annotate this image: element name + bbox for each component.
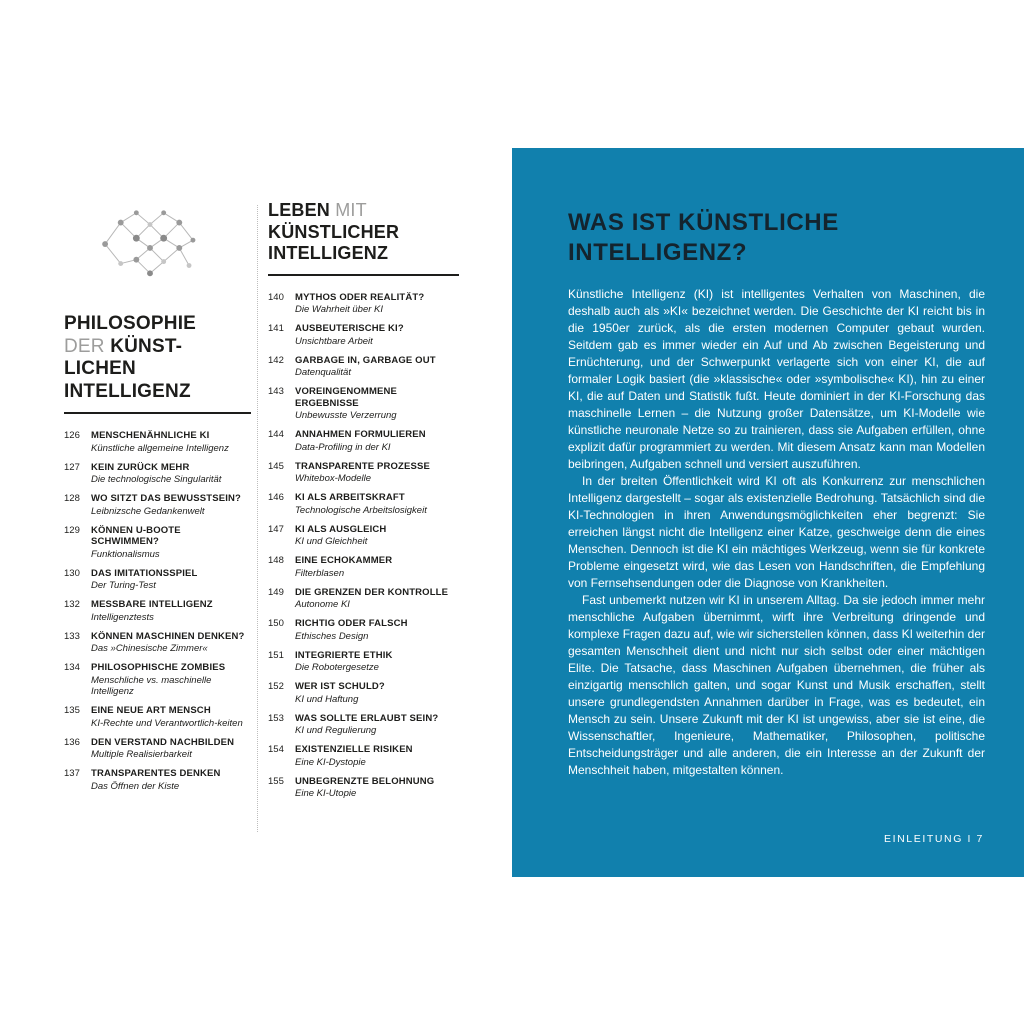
toc-dotted-divider xyxy=(257,205,258,832)
toc-entry xyxy=(64,768,251,792)
toc-entry-title: DEN VERSTAND NACHBILDEN xyxy=(91,736,235,748)
toc-entry xyxy=(268,323,459,347)
toc-entries-left xyxy=(64,430,251,792)
toc-entry xyxy=(268,524,459,548)
page-footer: EINLEITUNG I 7 xyxy=(883,833,984,845)
heading-word-light: MIT xyxy=(335,200,367,220)
toc-entry-page-number: 143 xyxy=(268,386,284,397)
toc-entry xyxy=(268,386,459,422)
toc-entry-subtitle: Funktionalismus xyxy=(91,548,160,560)
toc-entry-page-number: 129 xyxy=(64,524,80,536)
toc-entry-page-number: 146 xyxy=(268,492,284,503)
toc-entry-title: KÖNNEN MASCHINEN DENKEN? xyxy=(91,630,245,642)
toc-entry-subtitle: Intelligenztests xyxy=(91,611,154,623)
toc-entry-page-number: 151 xyxy=(268,649,284,661)
toc-entry-page-number: 152 xyxy=(268,681,284,692)
toc-entry-title: WER IST SCHULD? xyxy=(295,681,385,692)
toc-entry-title: KI ALS ARBEITSKRAFT xyxy=(295,492,405,503)
toc-entry-subtitle: Eine KI-Dystopie xyxy=(295,756,366,768)
intro-title: WAS IST KÜNSTLICHE INTELLIGENZ? xyxy=(568,209,839,266)
toc-entry xyxy=(268,681,459,705)
toc-entry-page-number: 127 xyxy=(64,461,80,473)
toc-entry xyxy=(268,650,459,674)
toc-entry-subtitle: Technologische Arbeitslosigkeit xyxy=(295,504,427,516)
toc-entry-title: MESSBARE INTELLIGENZ xyxy=(91,599,213,610)
heading-rule xyxy=(268,274,459,276)
toc-entry xyxy=(268,461,459,485)
toc-entry-subtitle: Leibnizsche Gedankenwelt xyxy=(91,505,205,517)
toc-entry-title: EINE NEUE ART MENSCH xyxy=(91,705,211,716)
toc-entry-title: TRANSPARENTE PROZESSE xyxy=(295,460,430,472)
toc-entry xyxy=(64,737,251,761)
toc-entry-subtitle: KI-Rechte und Verantwortlich-keiten xyxy=(91,717,243,729)
toc-entry-subtitle: KI und Haftung xyxy=(295,693,359,705)
toc-entry-subtitle: Das »Chinesische Zimmer« xyxy=(91,643,208,654)
heading-word: LICHEN xyxy=(64,358,136,379)
toc-entry-title: PHILOSOPHISCHE ZOMBIES xyxy=(91,662,226,673)
intro-body xyxy=(568,286,985,779)
toc-entry-subtitle: Menschliche vs. maschinelle Intelligenz xyxy=(91,674,212,697)
toc-entry xyxy=(64,599,251,623)
toc-entry-subtitle: Unbewusste Verzerrung xyxy=(295,410,397,421)
toc-entry-subtitle: Der Turing-Test xyxy=(91,580,156,591)
toc-entry-subtitle: Ethisches Design xyxy=(295,630,369,642)
toc-entry xyxy=(64,631,251,655)
toc-entry xyxy=(64,462,251,486)
toc-entry-page-number: 133 xyxy=(64,630,80,642)
toc-entry xyxy=(64,662,251,698)
heading-word: LEBEN xyxy=(268,200,331,220)
toc-entry-subtitle: Das Öffnen der Kiste xyxy=(91,780,180,792)
heading-word: KÜNSTLICHER xyxy=(268,221,400,242)
intro-paragraph: Fast unbemerkt nutzen wir KI in unserem Alltag. Da sie jedoch immer mehr menschliche Aufgaben übernimmt, wirft ihre Verbreitung dringende und komplexe Fragen dazu auf, wie wir sicherstellen können, dass KI weiterhin der gesamten Menschheit dient und nicht nur sich selbst oder einer mächtigen Elite. Die Tatsache, dass Maschinen Aufgaben übernehmen, die früher als einzigartig menschlich galten, und sogar Kunst und Musik erschaffen, stellt unsere grundlegendsten Annahmen darüber in Frage, was es bedeutet, ein Mensch zu sein. Unsere Zukunft mit der KI ist ungewiss, aber sie ist eine, die Wissenschaftler, Ingenieure, Mathematiker, Philosophen, politische Entscheidungsträger und alle anderen, die ein Interesse an der Zukunft der Menschheit haben, mitgestalten können. xyxy=(568,593,985,777)
toc-entry xyxy=(64,430,251,454)
toc-entry-title: DAS IMITATIONSSPIEL xyxy=(91,567,198,579)
section-heading-philosophie xyxy=(64,313,251,403)
toc-entry xyxy=(268,776,459,800)
toc-entry-title: AUSBEUTERISCHE KI? xyxy=(295,323,404,334)
toc-entry-subtitle: Multiple Realisierbarkeit xyxy=(91,749,192,760)
toc-entry xyxy=(64,705,251,729)
toc-entry-page-number: 147 xyxy=(268,523,284,535)
heading-word: INTELLIGENZ xyxy=(268,243,389,263)
toc-entry-title: KEIN ZURÜCK MEHR xyxy=(91,461,190,473)
toc-entry-title: KI ALS AUSGLEICH xyxy=(295,523,387,535)
toc-entry-title: WO SITZT DAS BEWUSSTSEIN? xyxy=(91,493,241,504)
toc-entry xyxy=(64,525,251,561)
heading-rule xyxy=(64,412,251,414)
toc-entry-page-number: 141 xyxy=(268,323,284,334)
toc-entry-title: RICHTIG ODER FALSCH xyxy=(295,618,408,629)
toc-entry-subtitle: Filterblasen xyxy=(295,567,345,579)
toc-entry-subtitle: Eine KI-Utopie xyxy=(295,788,357,799)
intro-paragraph: In der breiten Öffentlichkeit wird KI oft als Konkurrenz zur menschlichen Intelligenz dargestellt – sogar als existenzielle Bedrohung. Tatsächlich sind die KI-Technologien in ihren Anwendungsmöglichkeiten eher begrenzt: Sie erreichen längst nicht die Intelligenz einer Katze, geschweige denn die eines Menschen. Dennoch ist die KI ein mächtiges Werkzeug, wenn sie für konkrete Probleme eingesetzt wird, wie das Lesen von Handschriften, die Empfehlung von Fernsehsendungen oder die Diagnose von Krankheiten. xyxy=(568,474,985,590)
toc-entry-page-number: 145 xyxy=(268,460,284,472)
toc-entry-subtitle: KI und Regulierung xyxy=(295,725,377,736)
toc-entry-subtitle: Whitebox-Modelle xyxy=(295,473,372,484)
toc-entry-subtitle: Die technologische Singularität xyxy=(91,474,222,485)
section-heading-leben xyxy=(268,200,459,265)
toc-entry-title: TRANSPARENTES DENKEN xyxy=(91,768,221,779)
toc-entry-subtitle: Autonome KI xyxy=(295,599,350,610)
toc-entry-page-number: 148 xyxy=(268,555,284,566)
toc-entry xyxy=(268,744,459,768)
toc-entry-page-number: 155 xyxy=(268,775,284,787)
toc-entry-title: EINE ECHOKAMMER xyxy=(295,555,393,566)
toc-entry-title: ANNAHMEN FORMULIEREN xyxy=(295,429,426,440)
toc-entry-title: MYTHOS ODER REALITÄT? xyxy=(295,291,425,303)
toc-entry-page-number: 135 xyxy=(64,705,80,716)
toc-entry-page-number: 126 xyxy=(64,430,80,441)
toc-entry xyxy=(268,618,459,642)
toc-entry-page-number: 132 xyxy=(64,599,80,610)
toc-entry-subtitle: Die Robotergesetze xyxy=(295,662,379,673)
heading-word: KÜNST- xyxy=(110,335,183,357)
toc-entry-subtitle: Data-Profiling in der KI xyxy=(295,441,391,453)
toc-entry xyxy=(64,568,251,592)
toc-entry-subtitle: Künstliche allgemeine Intelligenz xyxy=(91,442,229,454)
toc-entry xyxy=(268,292,459,316)
toc-entry-page-number: 140 xyxy=(268,291,284,303)
toc-entry-title: WAS SOLLTE ERLAUBT SEIN? xyxy=(295,712,439,724)
toc-entry xyxy=(268,713,459,737)
toc-entry-subtitle: Die Wahrheit über KI xyxy=(295,304,384,315)
toc-entry-title: MENSCHENÄHNLICHE KI xyxy=(91,430,210,441)
toc-entry-title: KÖNNEN U-BOOTE SCHWIMMEN? xyxy=(91,524,181,547)
toc-entry-page-number: 134 xyxy=(64,662,80,673)
heading-word: PHILOSOPHIE xyxy=(64,313,197,334)
intro-paragraph: Künstliche Intelligenz (KI) ist intelligentes Verhalten von Maschinen, die deshalb auch als »KI« bezeichnet werden. Die Geschichte der KI reicht bis in die 1950er zurück, als die ersten modernen Computer gebaut wurden. Seitdem gab es immer wieder ein Auf und Ab zwischen Begeisterung und Ernüchterung, und der Schwerpunkt verlagerte sich von einer KI, die auf formaler Logik basiert (die »klassische« oder »symbolische« KI), hin zu einer KI, die auf Daten und Statistik fußt. Heute dominiert in der KI-Forschung das maschinelle Lernen – die Nutzung großer Datensätze, um KI-Modelle wie künstliche neuronale Netze so zu trainieren, dass sie Aufgaben erfüllen, ohne explizit dafür programmiert zu werden. Mit diesem Ansatz kann man Modellen beibringen, Aufgaben schnell und versiert auszuführen. xyxy=(568,287,985,471)
toc-entry-title: EXISTENZIELLE RISIKEN xyxy=(295,744,413,755)
toc-entry xyxy=(268,587,459,611)
intro-panel xyxy=(512,148,1024,877)
toc-entry-page-number: 130 xyxy=(64,567,80,579)
toc-entry-subtitle: Datenqualität xyxy=(295,367,351,378)
toc-entry-page-number: 142 xyxy=(268,354,284,366)
toc-entry-page-number: 154 xyxy=(268,744,284,755)
toc-entry-subtitle: Unsichtbare Arbeit xyxy=(295,335,373,347)
toc-entry-title: DIE GRENZEN DER KONTROLLE xyxy=(295,586,449,598)
heading-word-light: DER xyxy=(64,335,105,357)
toc-entry xyxy=(268,555,459,579)
network-graph-icon xyxy=(90,205,210,287)
toc-entries-middle xyxy=(268,292,459,800)
toc-entry-page-number: 149 xyxy=(268,586,284,598)
toc-entry xyxy=(268,355,459,379)
heading-word: INTELLIGENZ xyxy=(64,380,191,402)
toc-entry-page-number: 136 xyxy=(64,736,80,748)
toc-entry-title: GARBAGE IN, GARBAGE OUT xyxy=(295,354,436,366)
toc-entry xyxy=(64,493,251,517)
toc-entry xyxy=(268,492,459,516)
toc-entry-title: VOREINGENOMMENE ERGEBNISSE xyxy=(295,386,398,409)
toc-entry-subtitle: KI und Gleichheit xyxy=(295,536,368,547)
toc-entry-page-number: 137 xyxy=(64,768,80,779)
toc-entry-title: INTEGRIERTE ETHIK xyxy=(295,649,393,661)
toc-entry xyxy=(268,429,459,453)
toc-column-philosophie xyxy=(64,203,251,800)
toc-entry-title: UNBEGRENZTE BELOHNUNG xyxy=(295,775,435,787)
toc-entry-page-number: 144 xyxy=(268,429,284,440)
toc-entry-page-number: 150 xyxy=(268,618,284,629)
toc-column-leben-mit-ki xyxy=(268,200,459,807)
toc-entry-page-number: 128 xyxy=(64,493,80,504)
toc-entry-page-number: 153 xyxy=(268,712,284,724)
